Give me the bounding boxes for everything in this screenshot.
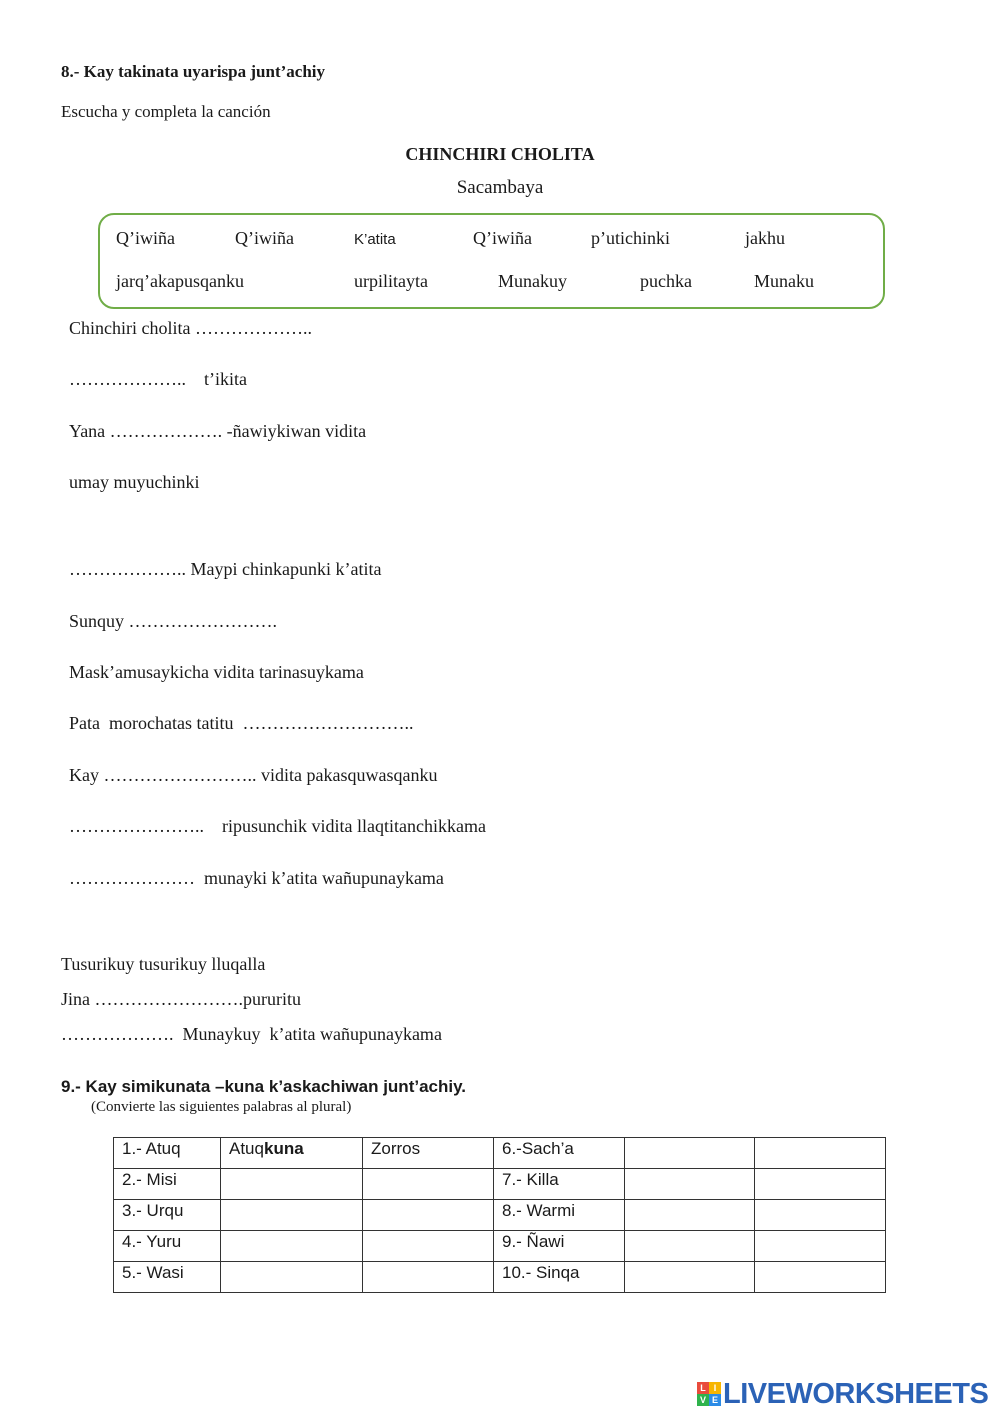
translation-cell[interactable]	[363, 1200, 494, 1231]
translation-cell[interactable]	[755, 1231, 886, 1262]
word-bank-item: jakhu	[745, 228, 785, 248]
lyric-line: Mask’amusaykicha vidita tarinasuykama	[69, 662, 364, 682]
song-subtitle: Sacambaya	[456, 177, 544, 198]
section-8-instruction: Escucha y completa la canción	[61, 102, 271, 121]
word-bank-item: Q’iwiña	[473, 228, 532, 248]
lyric-line: ………………… munayki k’atita wañupunaykama	[69, 868, 444, 888]
plural-answer-cell[interactable]	[221, 1138, 363, 1169]
translation-cell[interactable]	[363, 1231, 494, 1262]
lyric-line: Tusurikuy tusurikuy lluqalla	[61, 954, 266, 974]
plural-answer-cell[interactable]	[625, 1231, 755, 1262]
lyric-line: Chinchiri cholita ………………..	[69, 318, 312, 338]
section-8-heading: 8.- Kay takinata uyarispa junt’achiy	[61, 62, 325, 81]
lyric-line: Kay …………………….. vidita pakasquwasqanku	[69, 765, 438, 785]
logo-letter: I	[709, 1382, 721, 1394]
table-row	[114, 1169, 886, 1200]
plural-suffix: kuna	[263, 1139, 304, 1158]
lyric-line: Jina …………………….pururitu	[61, 989, 301, 1009]
lyric-line: ……………….. t’ikita	[69, 369, 247, 389]
table-row	[114, 1231, 886, 1262]
section-9-instruction: (Convierte las siguientes palabras al plural)	[91, 1099, 352, 1115]
logo-letter: L	[697, 1382, 709, 1394]
plural-stem: Atuq	[229, 1139, 264, 1158]
word-bank-item: jarq’akapusqanku	[116, 271, 244, 291]
plural-answer-cell[interactable]	[625, 1262, 755, 1293]
logo-letter: V	[697, 1394, 709, 1406]
translation-cell[interactable]	[755, 1200, 886, 1231]
word-bank-item: Q’iwiña	[116, 228, 175, 248]
word-cell: 8.- Warmi	[494, 1200, 625, 1231]
lyric-line: Sunquy …………………….	[69, 611, 278, 631]
word-bank-item: Munakuy	[498, 271, 567, 291]
translation-cell[interactable]	[755, 1138, 886, 1169]
lyric-line: umay muyuchinki	[69, 472, 200, 492]
section-9-heading: 9.- Kay simikunata –kuna k’askachiwan junt’achiy.	[61, 1077, 467, 1096]
translation-cell[interactable]	[363, 1262, 494, 1293]
plural-table	[113, 1137, 886, 1293]
plural-answer-cell[interactable]	[221, 1169, 363, 1200]
plural-answer-cell[interactable]	[221, 1231, 363, 1262]
word-bank-item: urpilitayta	[354, 271, 428, 291]
plural-answer-cell[interactable]	[625, 1138, 755, 1169]
word-cell: 6.-Sach’a	[494, 1138, 625, 1169]
word-bank	[98, 213, 885, 309]
word-cell: 4.- Yuru	[114, 1231, 221, 1262]
plural-answer-cell[interactable]	[221, 1200, 363, 1231]
brand-name: LIVEWORKSHEETS	[723, 1377, 989, 1410]
table-row	[114, 1138, 886, 1169]
word-bank-item: K’atita	[354, 231, 396, 248]
word-cell: 9.- Ñawi	[494, 1231, 625, 1262]
translation-cell[interactable]	[755, 1262, 886, 1293]
translation-cell[interactable]	[755, 1169, 886, 1200]
lyric-line: Pata morochatas tatitu ………………………..	[69, 713, 414, 733]
word-bank-item: Q’iwiña	[235, 228, 294, 248]
word-bank-item: puchka	[640, 271, 692, 291]
liveworksheets-logo-icon	[697, 1382, 721, 1406]
translation-cell[interactable]	[363, 1169, 494, 1200]
word-bank-item: Munaku	[754, 271, 814, 291]
word-cell: 7.- Killa	[494, 1169, 625, 1200]
table-row	[114, 1200, 886, 1231]
lyric-line: Yana ………………. -ñawiykiwan vidita	[69, 421, 367, 441]
lyric-line: ……………….. Maypi chinkapunki k’atita	[69, 559, 382, 579]
lyric-line: ………………. Munaykuy k’atita wañupunaykama	[61, 1024, 442, 1044]
word-cell: 1.- Atuq	[114, 1138, 221, 1169]
plural-answer-cell[interactable]	[625, 1169, 755, 1200]
lyric-line: ………………….. ripusunchik vidita llaqtitanchikkama	[69, 816, 486, 836]
word-cell: 5.- Wasi	[114, 1262, 221, 1293]
song-title: CHINCHIRI CHOLITA	[405, 144, 595, 164]
liveworksheets-brand	[697, 1376, 988, 1412]
plural-answer-cell[interactable]	[221, 1262, 363, 1293]
logo-letter: E	[709, 1394, 721, 1406]
word-cell: 10.- Sinqa	[494, 1262, 625, 1293]
word-cell: 3.- Urqu	[114, 1200, 221, 1231]
table-row	[114, 1262, 886, 1293]
word-bank-item: p’utichinki	[591, 228, 670, 248]
translation-cell[interactable]: Zorros	[363, 1138, 494, 1169]
word-cell: 2.- Misi	[114, 1169, 221, 1200]
plural-answer-cell[interactable]	[625, 1200, 755, 1231]
